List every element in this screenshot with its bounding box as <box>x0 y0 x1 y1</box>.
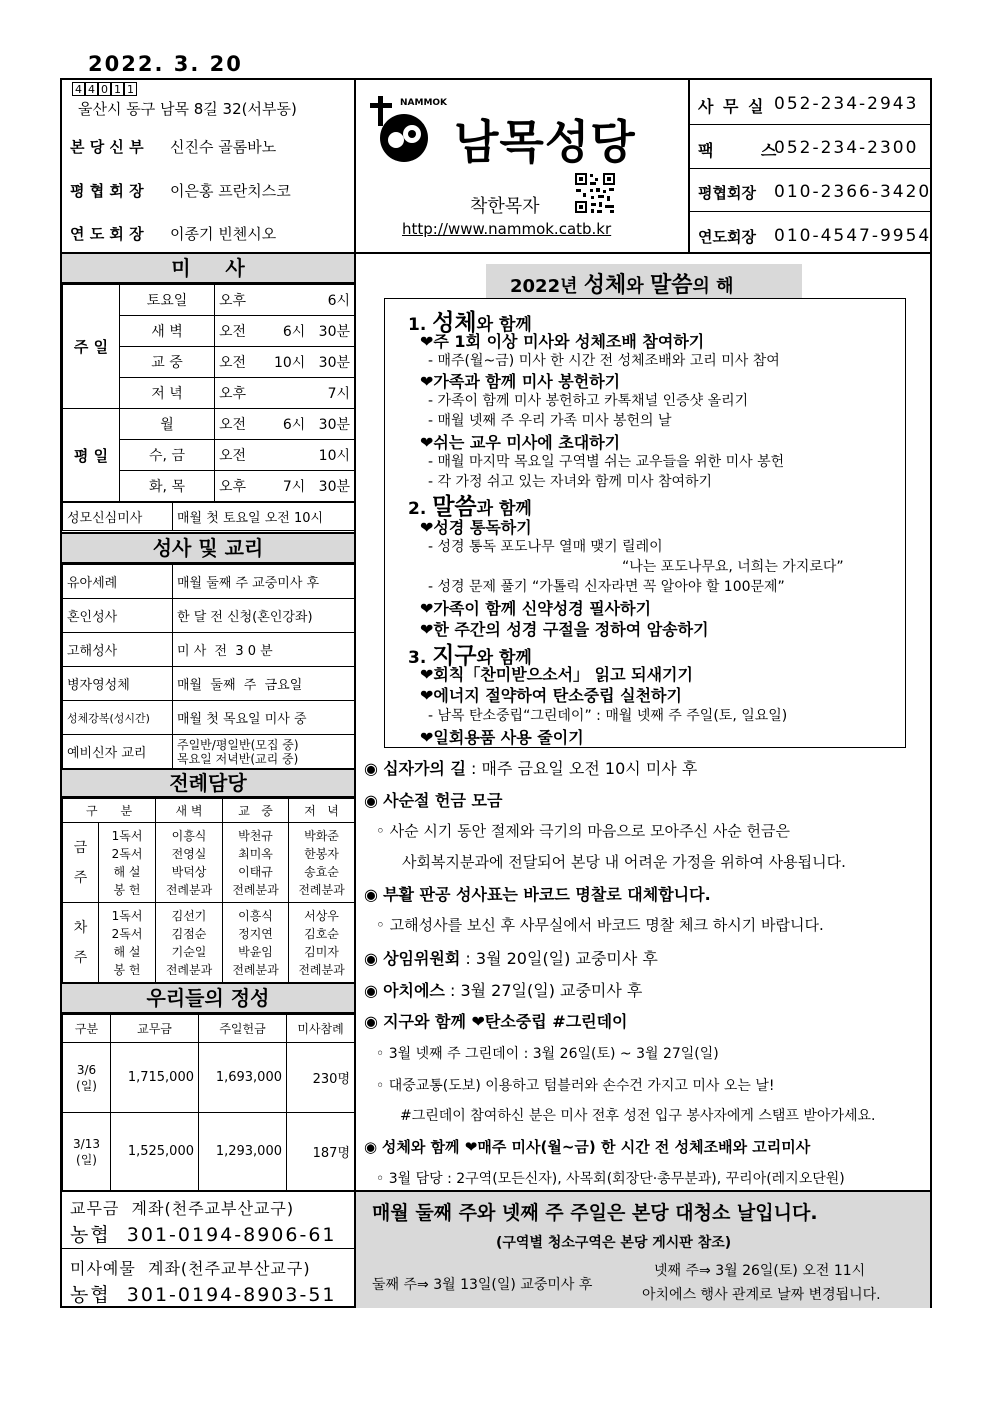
motto: 착한목자 <box>470 196 540 217</box>
sacraments-section-title: 성사 및 교리 <box>62 532 354 564</box>
bulletin-page: 4 4 0 1 1 울산시 동구 남목 8길 32(서부동) 본 당 신 부 신진수 골롬바노 평 협 회 장 이은홍 프란치스코 연 도 회 장 이종기 빈첸시오 NAMMOK 남목성당 착한목자 http://www.nammok.catb.kr 사 무 실 052-234-2943 팩 스 052-234-2300 평협회장 010-2366-3420 연도회장 010-4547-9954 미 사 주 일 토요일 오후 6시 새 벽 오전 6시 30분 교 중 오전 10시 30분 저 녁 오후 7시 평 일 월 오전 6시 30분 수, 금 오전 10시 화, 목 오후 7시 30분 성모신심미사 매월 첫 토요일 오전 10시 성사 및 교리 유아세례 매월 둘째 주 교중미사 후 혼인성사 한 달 전 신청(혼인강좌) 고해성사 미 사 전 3 0 분 병자영성체 매월 둘째 주 금요일 성체강복(성시간) 매월 첫 목요일 미사 중 예비신자 교리 주일반/평일반(모집 중) 목요일 저녁반(교리 중) 전례담당 구 분 새 벽 교 중 저 녁 금주 1독서 2독서 해 설 봉 헌 이흥식 전영실 박덕상 전례분과 박천규 최미옥 이태규 전례분과 박화준 한봉자 송효순 전례분과 차주 1독서 2독서 해 설 봉 헌 김선기 김점순 기순일 전례분과 이흥식 정지연 박윤임 전례분과 서상우 김호순 김미자 전례분과 우리들의 정성 구분 교무금 주일헌금 미사참례 3/6 (일) 1,715,000 1,693,000 230명 3/13 (일) 1,525,000 1,293,000 187명 교무금 계좌(천주교부산교구) 농협 301-0194-8906-61 미사예물 계좌(천주교부산교구) 농협 301-0194-8903-51 2022년 성체와 말씀의 해 1. 성체와 함께 ❤주 1회 이상 미사와 성체조배 참여하기 - 매주(월~금) 미사 한 시간 전 성체조배와 고리 미사 참여 ❤가족과 함께 미사 봉헌하기 - 가족이 함께 미사 봉헌하고 카톡채널 인증샷 올리기 - 매월 넷째 주 우리 가족 미사 봉헌의 날 ❤쉬는 교우 미사에 초대하기 - 매월 마지막 목요일 구역별 쉬는 교우들을 위한 미사 봉헌 - 각 가정 쉬고 있는 자녀와 함께 미사 참여하기 2. 말씀과 함께 ❤성경 통독하기 - 성경 통독 포도나무 열매 맺기 릴레이 “나는 포도나무요, 너희는 가지로다” - 성경 문제 풀기 “가톨릭 신자라면 꼭 알아야 할 100문제” ❤가족이 함께 신약성경 필사하기 ❤한 주간의 성경 구절을 정하여 암송하기 3. 지구와 함께 ❤회칙「찬미받으소서」 읽고 되새기기 ❤에너지 절약하여 탄소중립 실천하기 - 남목 탄소중립“그린데이” : 매월 넷째 주 주일(토, 일요일) ❤일회용품 사용 줄이기 ◉ 십자가의 길 : 매주 금요일 오전 10시 미사 후 ◉ 사순절 헌금 모금 ◦ 사순 시기 동안 절제와 극기의 마음으로 모아주신 사순 헌금은 사회복지분과에 전달되어 본당 내 어려운 가정을 위하여 사용됩니다. ◉ 부활 판공 성사표는 바코드 명찰로 대체합니다. ◦ 고해성사를 보신 후 사무실에서 바코드 명찰 체크 하시기 바랍니다. ◉ 상임위원회 : 3월 20일(일) 교중미사 후 ◉ 아치에스 : 3월 27일(일) 교중미사 후 ◉ 지구와 함께 ❤탄소중립 #그린데이 ◦ 3월 넷째 주 그린데이 : 3월 26일(토) ~ 3월 27일(일) ◦ 대중교통(도보) 이용하고 텀블러와 손수건 가지고 미사 오는 날! #그린데이 참여하신 분은 미사 전후 성전 입구 봉사자에게 스탬프 받아가세요. ◉ 성체와 함께 ❤매주 미사(월~금) 한 시간 전 성체조배와 고리미사 ◦ 3월 담당 : 2구역(모든신자), 사목회(회장단·총무분과), 꾸리아(레지오단원) 매월 둘째 주와 넷째 주 주일은 본당 대청소 날입니다. (구역별 청소구역은 본당 게시판 참조) 둘째 주⇒ 3월 13일(일) 교중미사 후 넷째 주⇒ 3월 26일(토) 오전 11시 아치에스 행사 관계로 날짜 변경됩니다. <box>60 78 932 1308</box>
notice-barcode: ◉ 부활 판공 성사표는 바코드 명찰로 대체합니다. <box>364 885 711 904</box>
sacraments-table: 유아세례 매월 둘째 주 교중미사 후 혼인성사 한 달 전 신청(혼인강좌) 고해성사 미 사 전 3 0 분 병자영성체 매월 둘째 주 금요일 성체강복(성시간) 매월 첫 목요일 미사 중 예비신자 교리 주일반/평일반(모집 중) 목요일 저녁반(교리 중) <box>62 564 355 769</box>
parish-name: 남목성당 <box>454 115 636 169</box>
name-pastor: 신진수 골롬바노 <box>170 138 277 156</box>
notice-greenday: ◉ 지구와 함께 ❤탄소중립 #그린데이 <box>364 1012 628 1031</box>
account-title-tithe: 교무금 계좌(천주교부산교구) <box>70 1199 295 1218</box>
notice-acies: ◉ 아치에스 : 3월 27일(일) 교중미사 후 <box>364 981 643 1000</box>
mass-section-title: 미 사 <box>62 252 354 284</box>
address: 울산시 동구 남목 8길 32(서부동) <box>78 100 297 118</box>
contact-label-yeondo: 연도회장 <box>698 228 756 246</box>
notice-adoration: ◉ 성체와 함께 ❤매주 미사(월~금) 한 시간 전 성체조배와 고리미사 <box>364 1138 811 1156</box>
notice-committee: ◉ 상임위원회 : 3월 20일(일) 교중미사 후 <box>364 949 658 968</box>
account-number-mass: 농협 301-0194-8903-51 <box>70 1284 337 1306</box>
mary-mass-row: 성모신심미사 매월 첫 토요일 오전 10시 <box>62 502 355 531</box>
bulletin-date: 2022. 3. 20 <box>88 52 243 76</box>
contact-value-yeondo: 010-4547-9954 <box>774 226 932 246</box>
liturgy-section-title: 전례담당 <box>62 768 354 798</box>
contact-label-council: 평협회장 <box>698 184 756 202</box>
postal-code: 4 4 0 1 1 <box>72 82 137 96</box>
offering-table: 구분 교무금 주일헌금 미사참례 3/6 (일) 1,715,000 1,693,000 230명 3/13 (일) 1,525,000 1,293,000 187명 <box>62 1014 355 1191</box>
contact-label-fax: 팩 스 <box>698 141 779 160</box>
parish-url-link[interactable]: http://www.nammok.catb.kr <box>402 220 612 238</box>
role-pastor: 본 당 신 부 <box>70 138 144 156</box>
account-number-tithe: 농협 301-0194-8906-61 <box>70 1224 337 1246</box>
year-theme-banner: 2022년 성체와 말씀의 해 <box>486 264 802 298</box>
qr-code-icon[interactable] <box>574 172 616 214</box>
account-title-mass: 미사예물 계좌(천주교부산교구) <box>70 1259 311 1278</box>
contact-value-council: 010-2366-3420 <box>774 182 932 202</box>
role-council: 평 협 회 장 <box>70 182 144 200</box>
name-council: 이은홍 프란치스코 <box>170 182 291 200</box>
notice-lent-offering: ◉ 사순절 헌금 모금 <box>364 791 503 810</box>
role-yeondo: 연 도 회 장 <box>70 225 144 243</box>
contact-value-fax: 052-234-2300 <box>774 138 919 158</box>
contact-label-office: 사 무 실 <box>698 97 766 116</box>
notice-stations: ◉ 십자가의 길 : 매주 금요일 오전 10시 미사 후 <box>364 759 698 778</box>
parish-logo: NAMMOK 남목성당 <box>366 94 682 168</box>
name-yeondo: 이종기 빈첸시오 <box>170 225 277 243</box>
offering-section-title: 우리들의 정성 <box>62 982 354 1014</box>
mass-table: 주 일 토요일 오후 6시 새 벽 오전 6시 30분 교 중 오전 10시 30분 저 녁 오후 7시 평 일 월 오전 6시 30분 수, 금 오전 10시 화, 목 오후 7시 30분 <box>62 284 355 502</box>
cleaning-notice: 매월 둘째 주와 넷째 주 주일은 본당 대청소 날입니다. (구역별 청소구역은 본당 게시판 참조) 둘째 주⇒ 3월 13일(일) 교중미사 후 넷째 주⇒ 3월 26일(토) 오전 11시 아치에스 행사 관계로 날짜 변경됩니다. <box>356 1190 930 1308</box>
contact-value-office: 052-234-2943 <box>774 94 919 114</box>
liturgy-table: 구 분 새 벽 교 중 저 녁 금주 1독서 2독서 해 설 봉 헌 이흥식 전영실 박덕상 전례분과 박천규 최미옥 이태규 전례분과 박화준 한봉자 송효순 전례분과 차주 1독서 2독서 해 설 봉 헌 김선기 김점순 기순일 전례분과 이흥식 정지연 박윤임 전례분과 서상우 김호순 김미자 전례분과 <box>62 798 355 983</box>
